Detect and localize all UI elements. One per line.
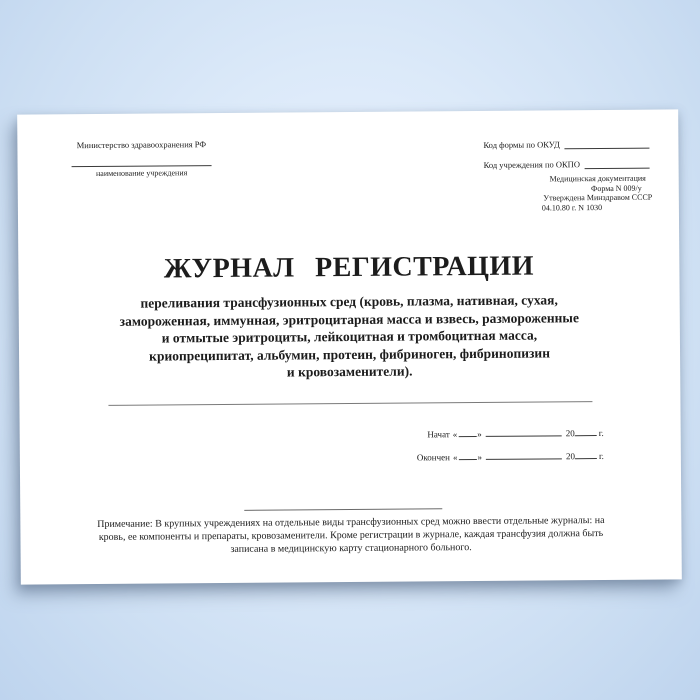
started-month-blank	[486, 427, 562, 437]
finished-label: Окончен	[416, 452, 450, 463]
okud-label: Код формы по ОКУД	[483, 139, 560, 150]
started-day-blank	[458, 428, 476, 437]
okpo-row	[484, 159, 650, 170]
org-caption: наименование учреждения	[95, 168, 188, 178]
started-label: Начат	[427, 429, 450, 440]
finished-month-blank	[486, 450, 562, 460]
finished-year-blank	[575, 450, 597, 459]
started-row	[427, 427, 603, 439]
doc-form-number: Форма N 009/у	[590, 183, 642, 193]
note-text: Примечание: В крупных учреждениях на отдельные виды трансфузионных сред можно ввести отдельные журналы: на кровь, ее компоненты и препараты, кровозаменители. Кроме регистрации в журнале, каждая трансфузия должна быть записана в медицинскую карту стационарного больного.	[97, 515, 605, 555]
form-title: ЖУРНАЛ РЕГИСТРАЦИИ	[163, 250, 535, 285]
finished-row	[417, 450, 604, 462]
form-subtitle: переливания трансфузионных сред (кровь, плазма, нативная, сухая, замороженная, иммунная, эритроцитарная масса и взвесь, размороженные и отмытые эритроциты, лейкоцитная и тромбоцитная масса, криопреципитат, альбумин, протеин, фибриноген, фибринопизин и кровозаменители).	[119, 292, 579, 380]
finished-day-blank	[458, 451, 476, 460]
form-page	[17, 109, 682, 584]
finished-year-suffix: г.	[598, 451, 604, 462]
doc-approval-date: 04.10.80 г. N 1030	[541, 202, 603, 213]
open-quote: «	[452, 429, 458, 440]
doc-type-line: Медицинская документация	[549, 173, 646, 184]
close-quote: »	[477, 428, 482, 439]
separator-rule	[108, 401, 592, 406]
okud-blank-field	[565, 145, 650, 150]
org-block	[65, 139, 217, 179]
close-quote: »	[477, 451, 482, 462]
started-year-blank	[575, 427, 597, 436]
note-rule	[244, 508, 442, 511]
doc-approval-block	[542, 174, 654, 213]
ministry-name: Министерство здравоохранения РФ	[76, 139, 207, 151]
okpo-label: Код учреждения по ОКПО	[483, 159, 580, 170]
doc-approved-by: Утверждена Минздравом СССР	[543, 192, 653, 203]
okud-row	[483, 139, 649, 150]
open-quote: «	[452, 452, 458, 463]
finished-year-prefix: 20	[565, 451, 575, 462]
started-year-prefix: 20	[565, 428, 575, 439]
okpo-blank-field	[585, 165, 650, 170]
started-year-suffix: г.	[598, 428, 604, 439]
